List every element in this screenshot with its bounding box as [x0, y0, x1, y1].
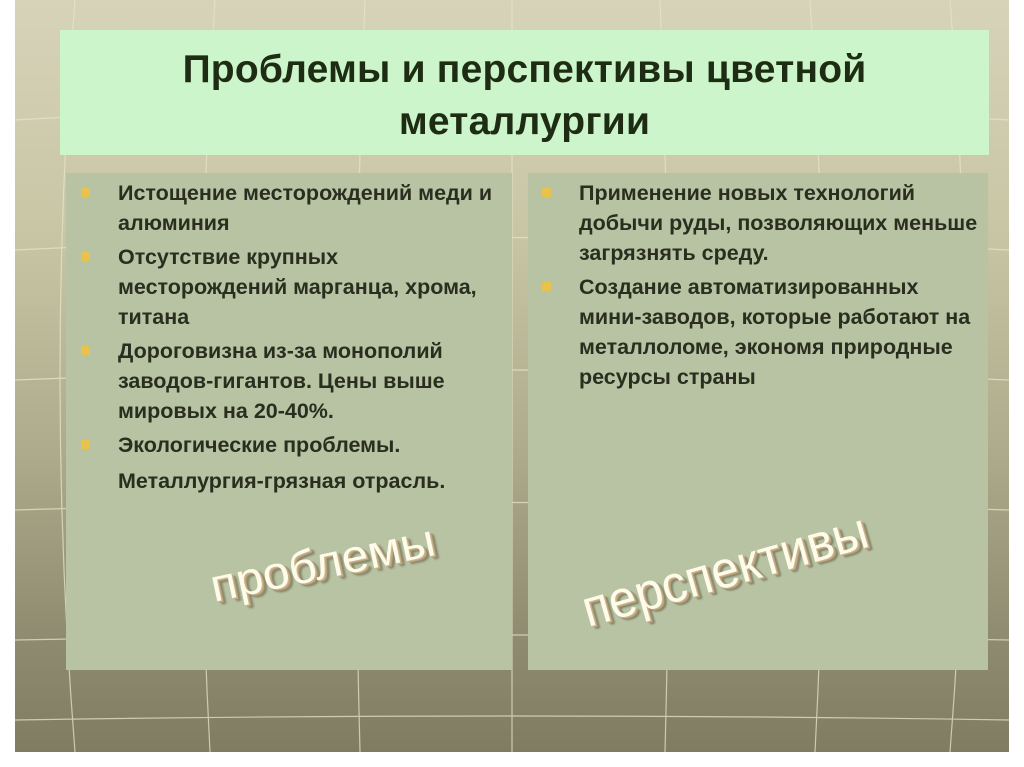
list-item-continuation — [118, 466, 508, 496]
slide — [15, 0, 1009, 752]
problem-text: Экологические проблемы. — [118, 433, 401, 457]
problem-text: Отсутствие крупных месторождений марганца, хрома, титана — [118, 245, 477, 329]
problem-text: Истощение месторождений меди и алюминия — [118, 181, 493, 235]
title-box — [60, 30, 989, 155]
list-item — [579, 178, 984, 268]
list-item — [579, 272, 984, 392]
title-line-2: металлургии — [398, 100, 651, 143]
list-item — [118, 336, 508, 426]
bullet-icon — [81, 188, 90, 197]
list-item — [118, 242, 508, 332]
bullet-icon — [81, 252, 90, 261]
perspective-text: Создание автоматизированных мини-заводов, которые работают на металлоломе, экономя природные ресурсы страны — [579, 275, 971, 389]
bullet-icon — [81, 440, 90, 449]
list-item — [118, 178, 508, 238]
bullet-icon — [542, 188, 551, 197]
perspective-text: Применение новых технологий добычи руды, позволяющих меньше загрязнять среду. — [579, 181, 978, 265]
problems-list — [118, 178, 508, 500]
title-line-1: Проблемы и перспективы цветной — [182, 48, 867, 91]
problems-wordart: проблемы — [205, 513, 440, 612]
bullet-icon — [81, 346, 90, 355]
problem-text: Дороговизна из-за монополий заводов-гигантов. Цены выше мировых на 20-40%. — [118, 339, 445, 423]
list-item — [118, 430, 508, 460]
perspectives-list — [579, 178, 984, 396]
problem-continuation-text: Металлургия-грязная отрасль. — [118, 469, 446, 493]
slide-title — [60, 44, 989, 148]
bullet-icon — [542, 282, 551, 291]
perspectives-wordart: перспективы — [575, 501, 875, 639]
